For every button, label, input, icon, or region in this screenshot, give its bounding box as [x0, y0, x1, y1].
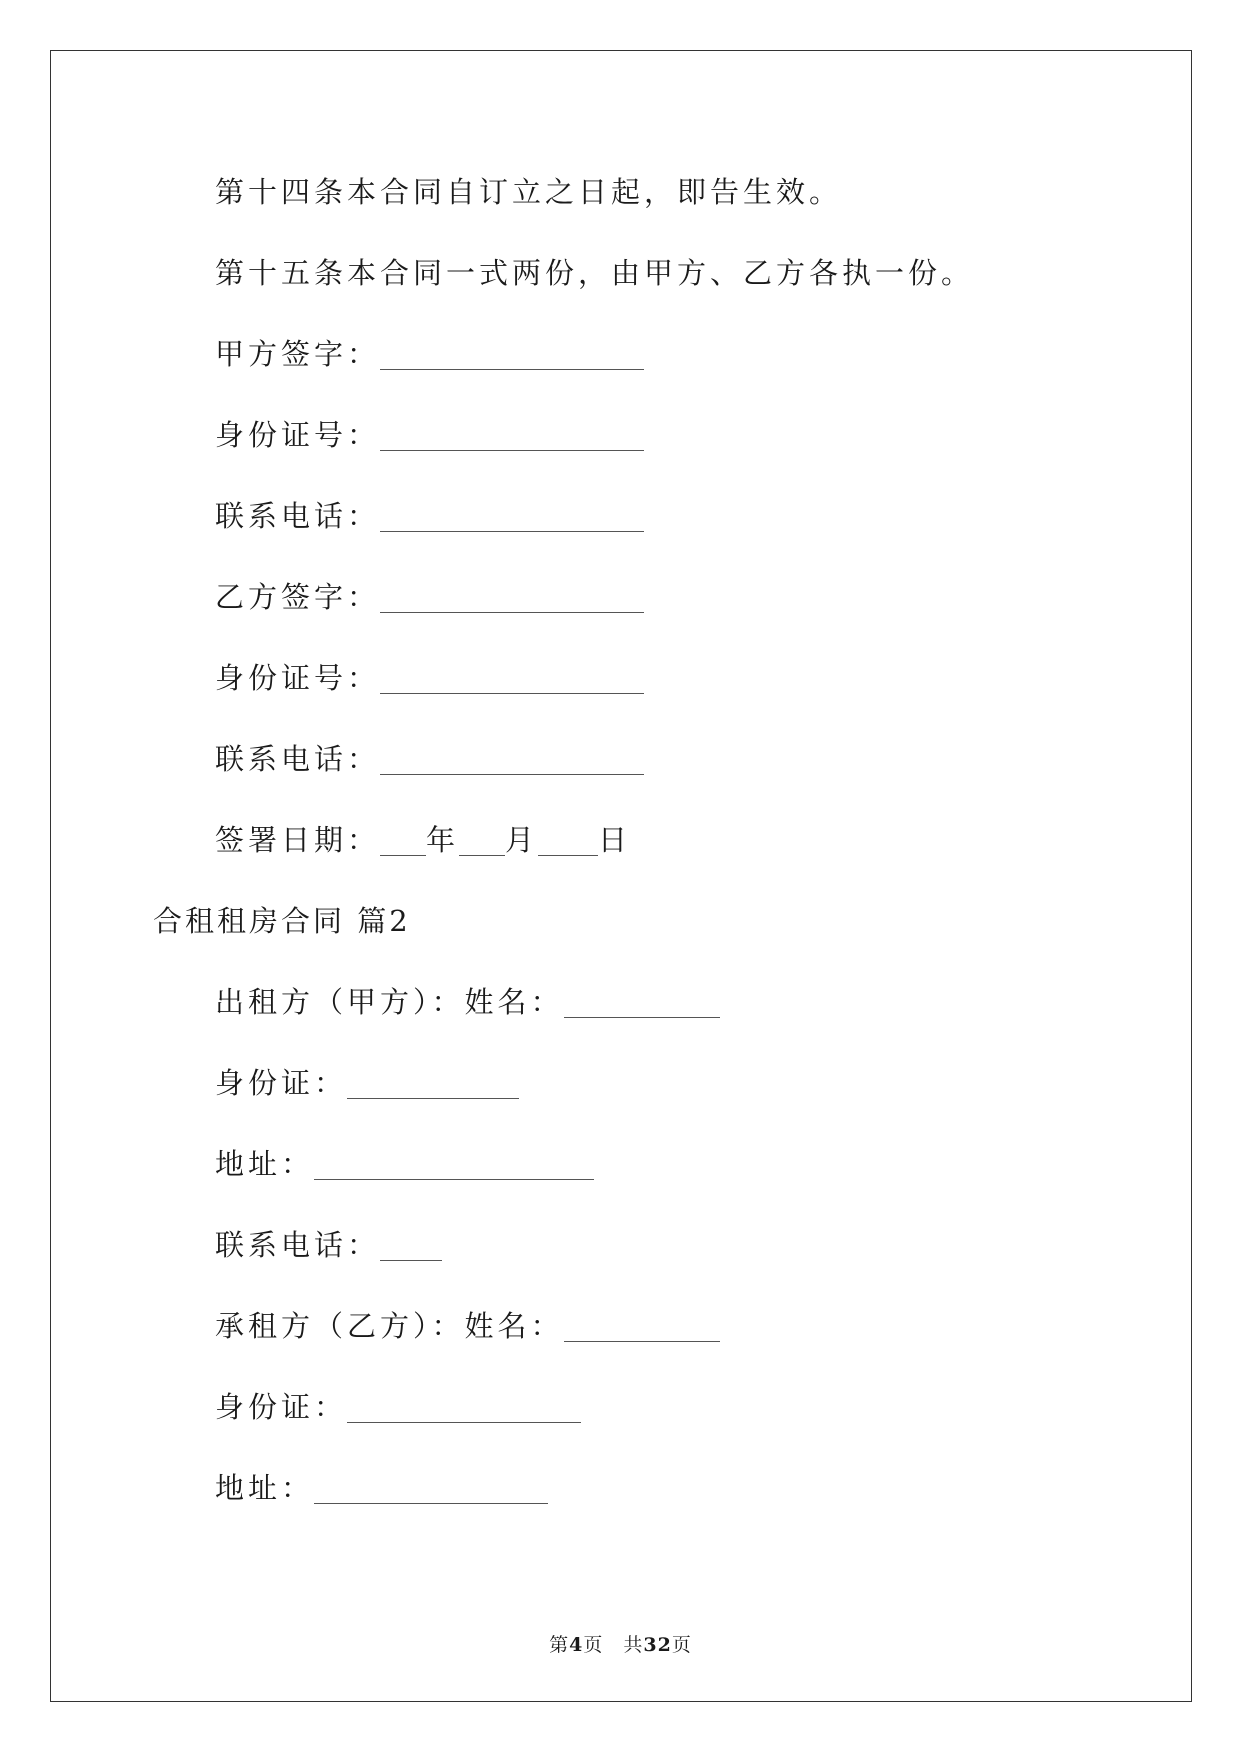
lessee-address-blank[interactable] [314, 1477, 548, 1504]
day-label: 日 [598, 823, 632, 857]
total-pages-number: 32 [643, 1634, 672, 1656]
lessor-name-label: 出租方（甲方）：姓名： [215, 985, 564, 1019]
lessor-name-row [215, 984, 720, 1020]
day-blank[interactable] [538, 829, 598, 856]
page-footer [0, 1630, 1241, 1657]
party-b-id-row [215, 660, 644, 696]
party-a-id-blank[interactable] [380, 424, 644, 451]
lessor-address-row [215, 1146, 594, 1182]
lessee-address-label: 地址： [215, 1471, 315, 1505]
party-b-id-blank[interactable] [380, 667, 644, 694]
lessee-id-label: 身份证： [215, 1390, 348, 1424]
party-a-phone-label: 联系电话： [215, 499, 381, 533]
lessor-id-row [215, 1065, 519, 1101]
lessor-id-blank[interactable] [347, 1072, 519, 1099]
lessee-name-row [215, 1308, 720, 1344]
month-blank[interactable] [459, 829, 505, 856]
lessee-address-row [215, 1470, 548, 1506]
party-a-signature-row [215, 336, 644, 372]
party-b-phone-label: 联系电话： [215, 742, 381, 776]
party-b-phone-blank[interactable] [380, 748, 644, 775]
lessor-address-label: 地址： [215, 1147, 315, 1181]
lessor-address-blank[interactable] [314, 1153, 594, 1180]
party-b-signature-row [215, 579, 644, 615]
party-a-phone-row [215, 498, 644, 534]
page-border [50, 50, 1192, 1702]
party-b-signature-label: 乙方签字： [215, 580, 381, 614]
year-label: 年 [426, 823, 460, 857]
lessee-name-blank[interactable] [564, 1315, 720, 1342]
article-15: 第十五条本合同一式两份，由甲方、乙方各执一份。 [215, 256, 975, 290]
month-label: 月 [505, 823, 539, 857]
footer-mid: 页 共 [583, 1634, 644, 1656]
signing-date-row [215, 822, 631, 858]
section-heading: 合租租房合同 篇2 [153, 904, 411, 938]
lessor-phone-row [215, 1227, 442, 1263]
lessor-id-label: 身份证： [215, 1066, 348, 1100]
party-a-signature-label: 甲方签字： [215, 337, 381, 371]
lessee-id-row [215, 1389, 581, 1425]
party-a-id-label: 身份证号： [215, 418, 381, 452]
footer-suffix: 页 [671, 1634, 692, 1656]
footer-prefix: 第 [549, 1634, 570, 1656]
party-a-phone-blank[interactable] [380, 505, 644, 532]
article-14: 第十四条本合同自订立之日起，即告生效。 [215, 175, 843, 209]
lessee-name-label: 承租方（乙方）：姓名： [215, 1309, 564, 1343]
lessor-name-blank[interactable] [564, 991, 720, 1018]
party-b-phone-row [215, 741, 644, 777]
lessor-phone-label: 联系电话： [215, 1228, 381, 1262]
party-a-id-row [215, 417, 644, 453]
party-b-id-label: 身份证号： [215, 661, 381, 695]
party-b-signature-blank[interactable] [380, 586, 644, 613]
signing-date-label: 签署日期： [215, 823, 381, 857]
current-page-number: 4 [569, 1634, 584, 1656]
lessor-phone-blank[interactable] [380, 1234, 442, 1261]
lessee-id-blank[interactable] [347, 1396, 581, 1423]
year-blank[interactable] [380, 829, 426, 856]
party-a-signature-blank[interactable] [380, 343, 644, 370]
